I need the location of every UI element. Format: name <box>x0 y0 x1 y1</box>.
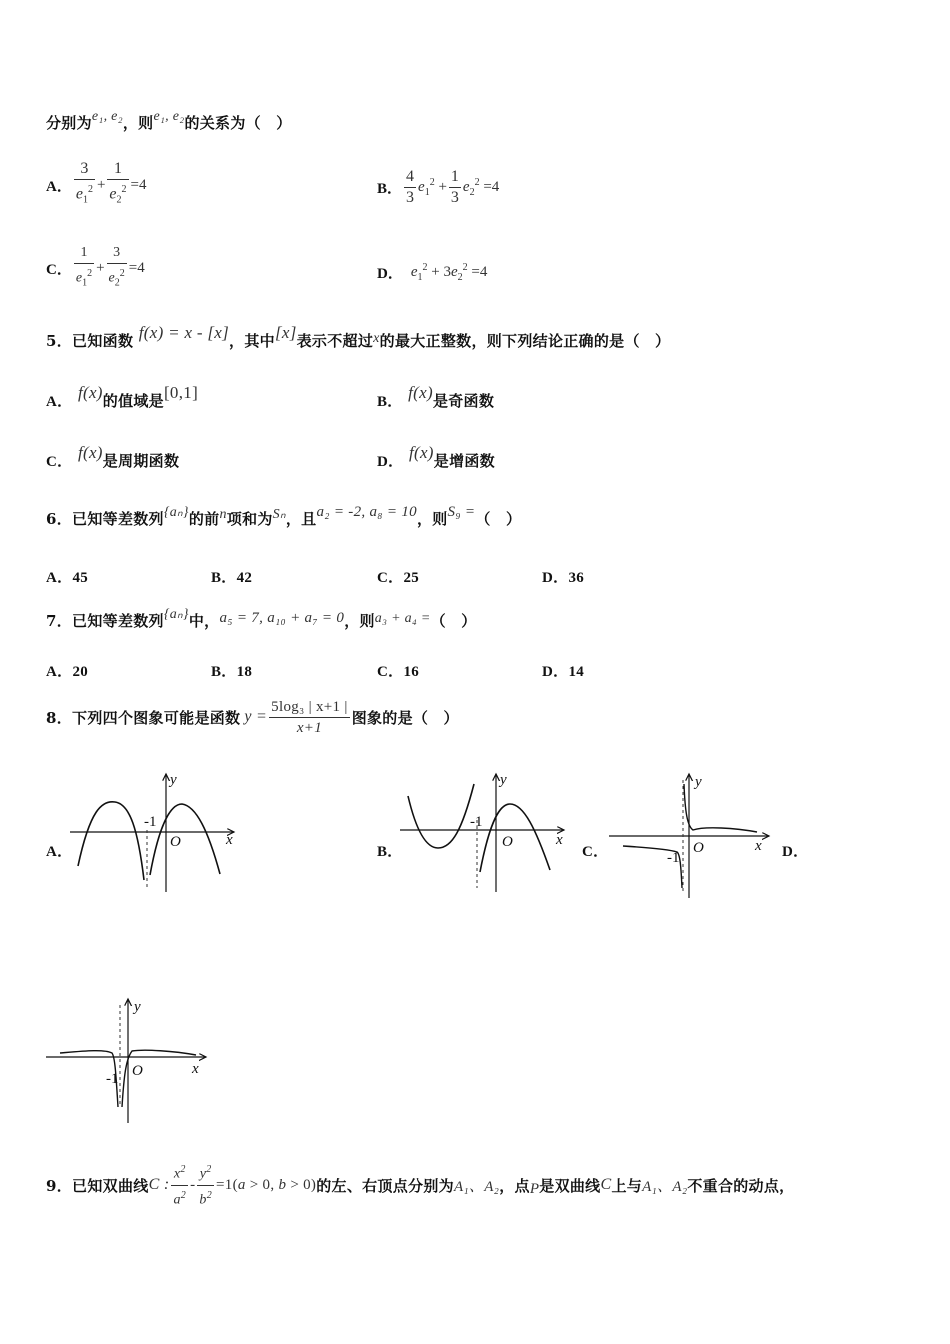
option-label: D． <box>377 265 403 282</box>
q5-text-1: 已知函数 <box>72 332 134 350</box>
question-number: 6． <box>46 510 73 528</box>
q5-stem <box>46 323 671 351</box>
q6-text-6: （ ） <box>475 510 522 528</box>
q7-sequence: {aₙ} <box>163 607 189 622</box>
option-label: A． <box>46 178 72 195</box>
option-label: C． <box>582 844 609 860</box>
minus-one-label: -1 <box>106 1071 119 1087</box>
q7-option-b[interactable] <box>211 660 252 681</box>
y-label: y <box>500 772 507 788</box>
q5-option-d[interactable] <box>377 443 495 471</box>
option-label: B． <box>211 570 237 586</box>
q8-option-a-label[interactable] <box>46 840 72 861</box>
option-label: D． <box>377 454 404 470</box>
q6-sequence: {aₙ} <box>163 505 189 520</box>
option-label: A． <box>46 664 73 680</box>
q4-option-d[interactable]: D． $e_1^2 + 3e_2^2 =4$ <box>377 261 488 283</box>
y-label: y <box>170 772 177 788</box>
q6-text-1: 已知等差数列 <box>72 510 164 528</box>
question-number: 7． <box>46 612 73 630</box>
option-label: C． <box>46 454 73 470</box>
origin-label: O <box>693 840 704 856</box>
q7-text-1: 已知等差数列 <box>72 612 164 630</box>
fraction: $\frac{y^2}{b^2}$ <box>197 1160 214 1210</box>
fraction: $\frac{1}{e_2^2}$ <box>109 160 127 206</box>
fraction: $\frac{1}{e_1^2}$ <box>75 244 93 289</box>
minus-one-label: -1 <box>470 814 483 830</box>
q6-stem <box>46 504 522 529</box>
q9-hyperbola-def: C : <box>148 1176 170 1193</box>
x-label: x <box>556 832 563 848</box>
q6-option-d[interactable] <box>542 566 584 587</box>
q6-s9: S₉ = <box>447 504 476 520</box>
q5-option-b[interactable] <box>377 383 495 411</box>
minus-one-label: -1 <box>667 850 680 866</box>
q4-text-3: 的关系为（ ） <box>184 114 292 132</box>
option-value: 45 <box>72 570 89 586</box>
q8-graph-a[interactable] <box>70 770 240 892</box>
curve-right <box>150 804 220 875</box>
q8-denominator: x+1 <box>296 719 323 736</box>
q4-stem <box>46 109 292 133</box>
q8-option-d-label[interactable] <box>782 840 808 861</box>
x-label: x <box>192 1061 199 1077</box>
q9-text-5: 上与 <box>611 1176 643 1195</box>
question-number: 9． <box>46 1176 73 1195</box>
question-number: 8． <box>46 708 73 727</box>
option-text: 是周期函数 <box>102 452 180 470</box>
option-value: 25 <box>403 570 420 586</box>
q7-ask: a₃ + a₄ = <box>374 611 431 626</box>
option-value: 20 <box>72 664 89 680</box>
q6-text-3: 项和为 <box>226 510 273 528</box>
q9-vertices-2: A₁、A₂ <box>642 1178 688 1195</box>
origin-label: O <box>132 1063 143 1079</box>
q4-option-b[interactable]: B． $\frac{4}{3}$ $e_1^2$ + $\frac{1}{3}$ $e_2^2 =4$ <box>377 167 500 206</box>
option-label: D． <box>542 664 569 680</box>
origin-label: O <box>502 834 513 850</box>
option-label: A． <box>46 394 73 410</box>
fx: f(x) <box>408 443 434 462</box>
curve-right <box>480 804 550 872</box>
option-label: C． <box>46 261 72 278</box>
q8-graph-b[interactable] <box>400 770 570 892</box>
q9-text-6: 不重合的动点， <box>687 1176 795 1195</box>
q4-text-1: 分别为 <box>46 114 92 132</box>
minus-one-label: -1 <box>144 814 157 830</box>
q4-e-pair: e₁, e₂ <box>91 109 123 124</box>
q9-stem: 9． 已知双曲线 C : $\frac{x^2}{a^2}$ - $\frac{y^2}{b^2}$ =1(a > 0, b > 0) 的左、右顶点分别为 A₁、A₂ ，点 P 是双曲线 C 上与 A₁、A₂ 不重合的动点， <box>46 1160 794 1210</box>
q8-stem <box>46 692 459 742</box>
option-label: C． <box>377 570 404 586</box>
fx: f(x) <box>408 383 433 402</box>
q6-text-2: 的前 <box>188 510 220 528</box>
fraction: $\frac{3}{e_1^2}$ <box>75 160 93 206</box>
q6-option-c[interactable] <box>377 566 419 587</box>
q7-stem <box>46 607 477 631</box>
origin-label: O <box>170 834 181 850</box>
option-value: 36 <box>568 570 585 586</box>
option-label: A． <box>46 570 73 586</box>
option-value: 14 <box>568 664 585 680</box>
option-value: 42 <box>236 570 253 586</box>
q5-var-x: x <box>373 331 380 346</box>
q7-condition: a₅ = 7, a₁₀ + a₇ = 0 <box>219 610 345 626</box>
option-label: B． <box>211 664 237 680</box>
q5-option-c[interactable] <box>46 443 180 471</box>
q8-graph-c[interactable] <box>605 770 775 900</box>
q6-var-n: n <box>219 507 227 522</box>
option-label: B． <box>377 394 403 410</box>
option-text: 是增函数 <box>433 452 495 470</box>
y-label: y <box>695 774 702 790</box>
option-label: D． <box>782 844 809 860</box>
q4-text-2: ，则 <box>122 114 154 132</box>
q6-option-a[interactable] <box>46 566 88 587</box>
q5-option-a[interactable] <box>46 383 199 411</box>
option-value: 18 <box>236 664 253 680</box>
q8-text-2: 图象的是（ ） <box>351 708 459 727</box>
q4-option-a[interactable]: A． $\frac{3}{e_1^2}$ + $\frac{1}{e_2^2}$ =4 <box>46 160 147 210</box>
q9-text-2: 的左、右顶点分别为 <box>316 1176 454 1195</box>
fraction: $\frac{4}{3}$ <box>406 167 415 206</box>
q7-text-4: （ ） <box>430 612 477 630</box>
y-label: y <box>134 999 141 1015</box>
q8-fraction <box>269 697 350 738</box>
q9-point-p: P <box>529 1180 540 1197</box>
fraction: $\frac{1}{3}$ <box>450 167 459 206</box>
q8-numerator: 5log₃ | x+1 | <box>269 697 350 718</box>
fx: f(x) <box>77 443 103 462</box>
x-label: x <box>755 838 762 854</box>
q7-text-2: 中， <box>188 612 220 630</box>
option-label: B． <box>377 844 403 860</box>
q5-floor-x: [x] <box>274 323 297 342</box>
option-text: 的值域是 <box>102 392 164 410</box>
question-number: 5． <box>46 332 73 350</box>
q5-text-3: 表示不超过 <box>296 332 374 350</box>
option-label: B． <box>377 180 403 197</box>
option-label: A． <box>46 844 73 860</box>
option-value: 16 <box>403 664 420 680</box>
q9-curve-c: C <box>600 1176 612 1193</box>
q7-text-3: ，则 <box>344 612 375 630</box>
q6-sn: Sₙ <box>272 507 286 522</box>
curve-left <box>78 802 144 880</box>
q4-e-pair-2: e₁, e₂ <box>153 109 185 124</box>
option-label: D． <box>542 570 569 586</box>
option-label: C． <box>377 664 404 680</box>
q9-text-1: 已知双曲线 <box>72 1176 149 1195</box>
curve-left <box>408 784 474 848</box>
q8-graph-d[interactable] <box>44 995 214 1125</box>
fraction: $\frac{x^2}{a^2}$ <box>171 1160 188 1210</box>
q6-condition: a₂ = -2, a₈ = 10 <box>316 504 417 520</box>
interval: [0,1] <box>163 383 199 402</box>
q7-option-c[interactable] <box>377 660 419 681</box>
q5-text-4: 的最大正整数，则下列结论正确的是（ ） <box>379 332 671 350</box>
q5-text-2: ，其中 <box>229 332 275 350</box>
q6-text-4: ，且 <box>285 510 317 528</box>
q9-text-4: 是双曲线 <box>539 1176 601 1195</box>
q7-option-a[interactable] <box>46 660 88 681</box>
q8-option-b-label[interactable] <box>377 840 403 861</box>
q7-option-d[interactable] <box>542 660 584 681</box>
fx: f(x) <box>77 383 103 402</box>
x-label: x <box>226 832 233 848</box>
q9-vertices: A₁、A₂ <box>453 1178 500 1195</box>
q8-y-eq: y = <box>244 708 268 725</box>
q8-text-1: 下列四个图象可能是函数 <box>72 708 241 727</box>
q9-text-3: ，点 <box>499 1176 530 1195</box>
q4-option-c[interactable]: C． $\frac{1}{e_1^2}$ + $\frac{3}{e_2^2}$ =4 <box>46 244 145 292</box>
q5-function-def: f(x) = x - [x] <box>138 323 230 342</box>
fraction: $\frac{3}{e_2^2}$ <box>108 244 125 289</box>
q6-text-5: ，则 <box>416 510 448 528</box>
option-text: 是奇函数 <box>432 392 495 410</box>
curve-right <box>684 784 757 832</box>
q6-option-b[interactable] <box>211 566 252 587</box>
